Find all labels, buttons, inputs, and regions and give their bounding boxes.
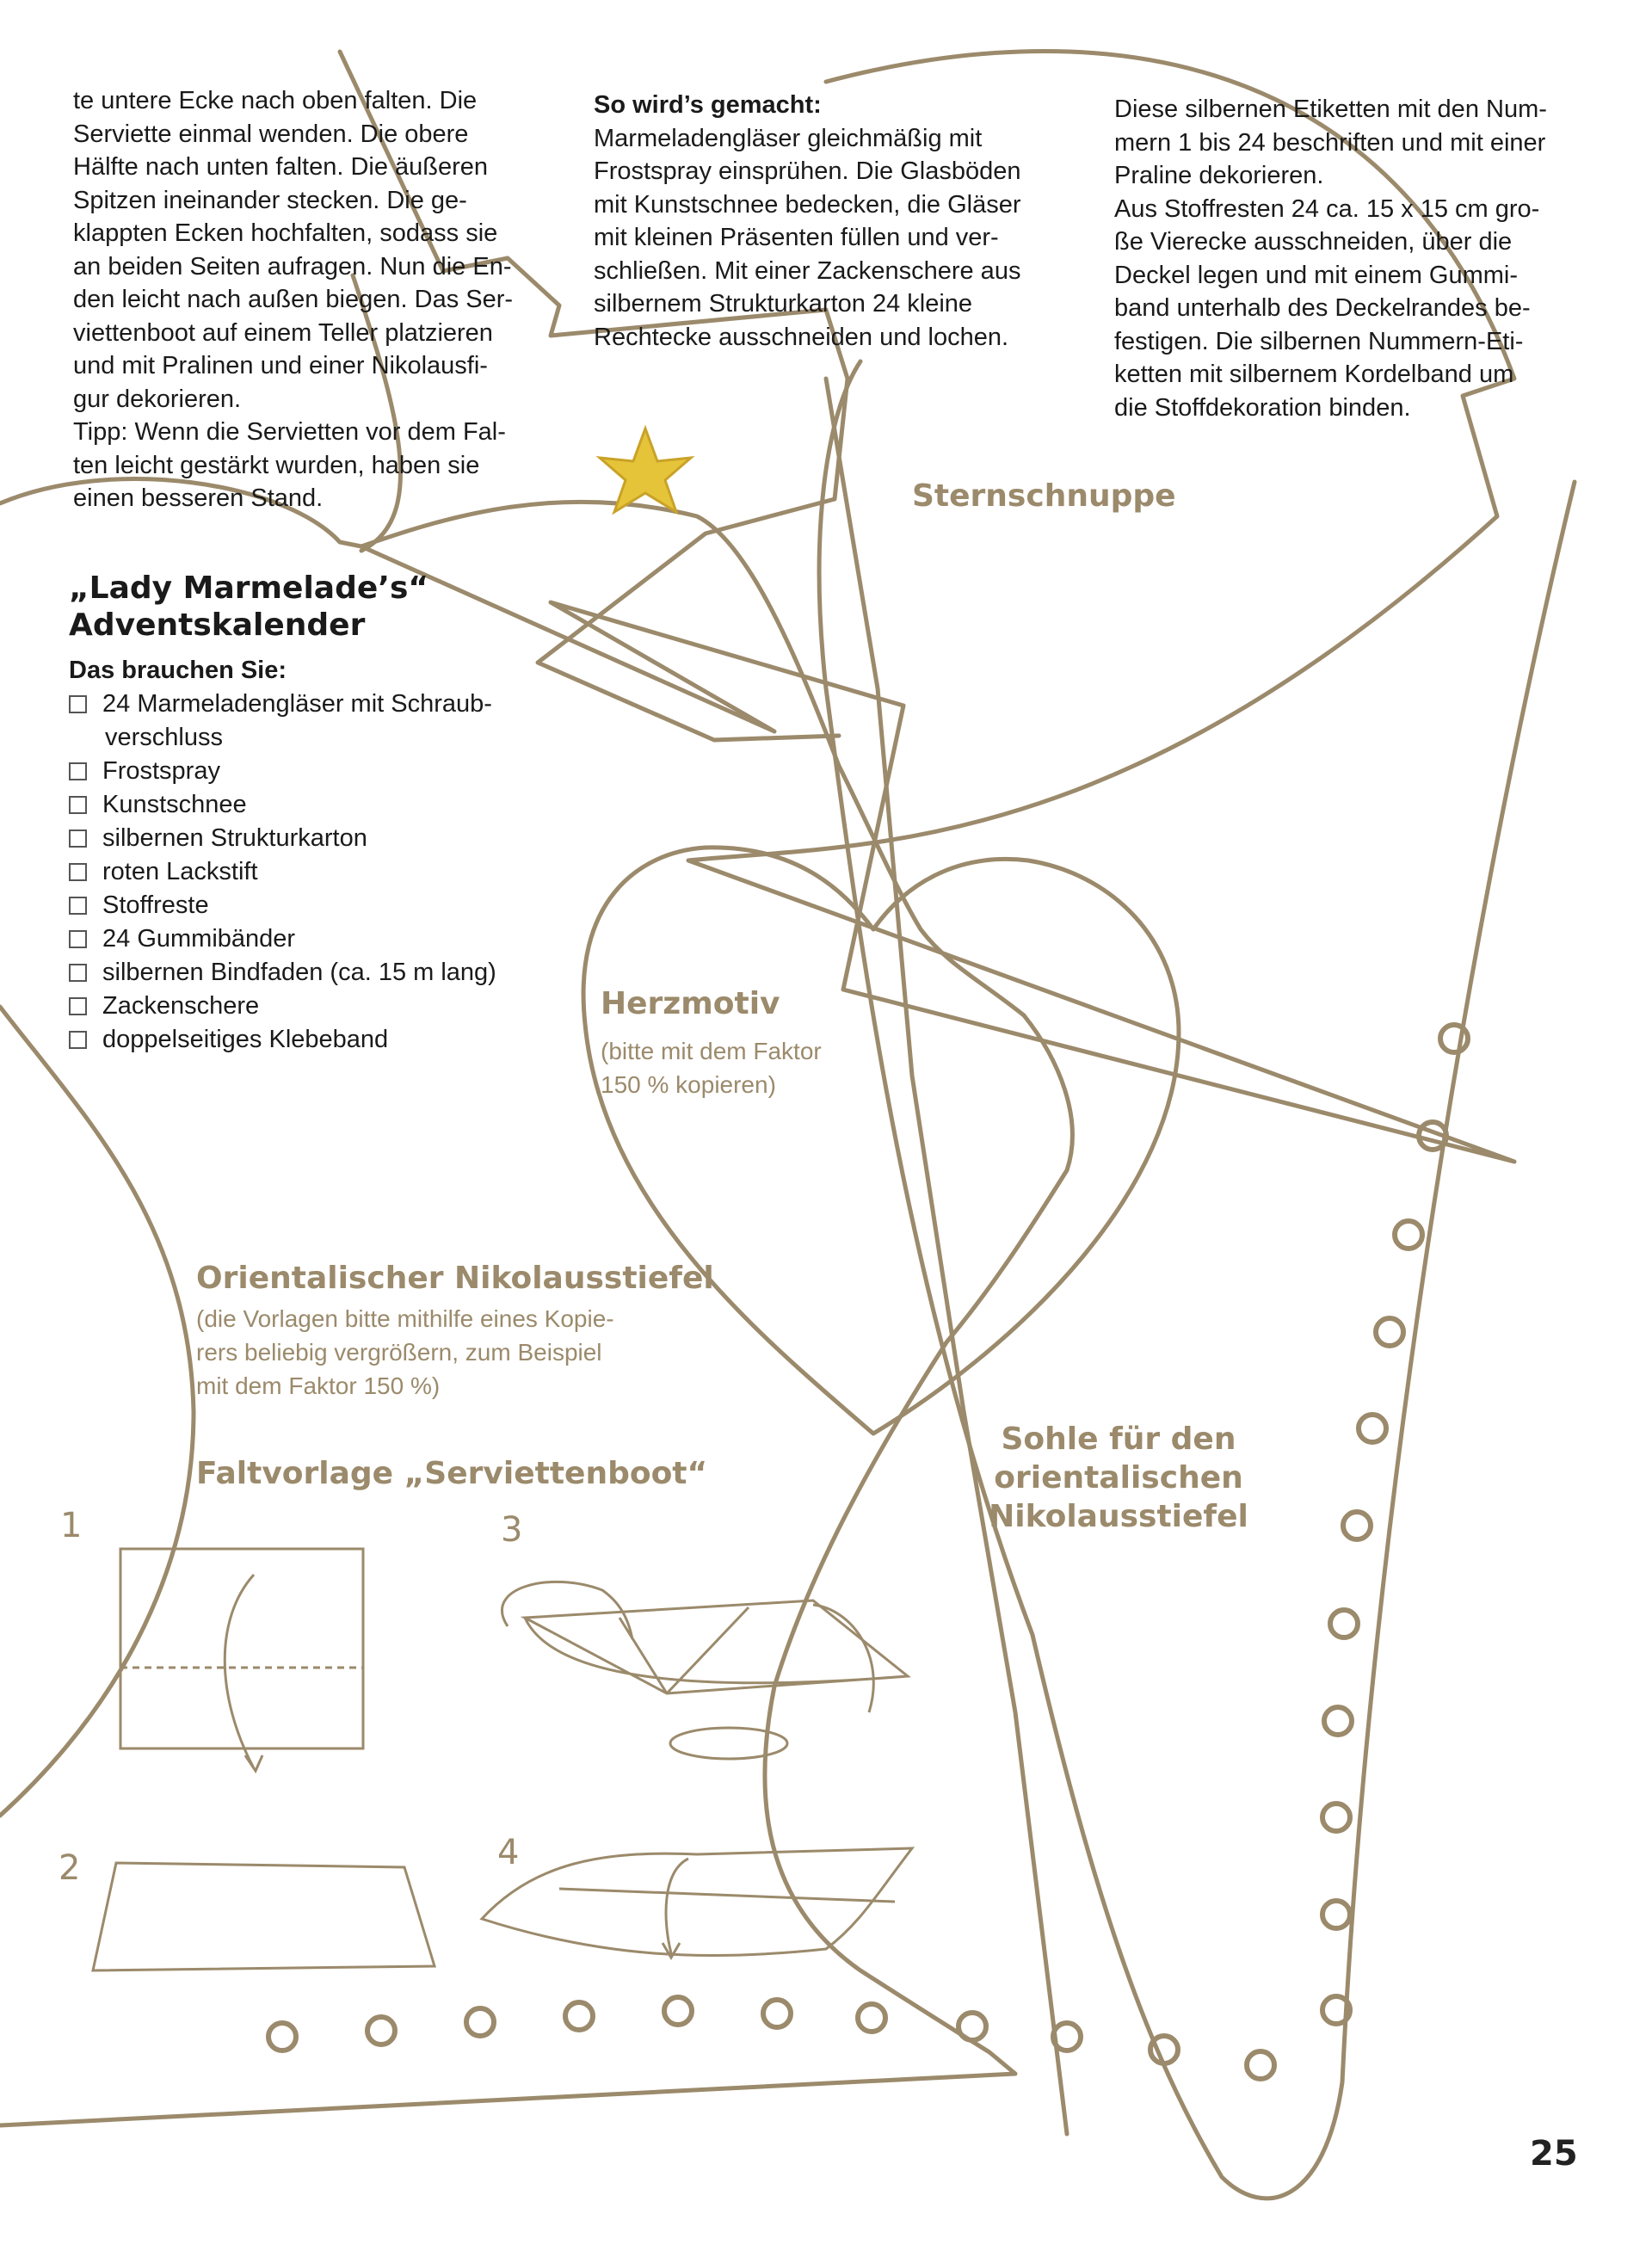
checkbox[interactable] [69, 964, 87, 982]
text-line: und mit Pralinen und einer Nikolausfi- [73, 352, 488, 379]
text-line: ketten mit silbernem Kordelband um [1114, 361, 1514, 388]
list-item [69, 956, 602, 990]
fold-step2-trapezoid [93, 1863, 435, 1970]
checkbox[interactable] [69, 695, 87, 713]
herz-note-line: 150 % kopieren) [601, 1071, 776, 1098]
step-number: 3 [501, 1510, 523, 1550]
step-number: 4 [497, 1833, 520, 1872]
fold-step3-rotate [670, 1728, 787, 1759]
label-faltvorlage: Faltvorlage „Serviettenboot“ [196, 1456, 708, 1491]
item-label: Kunstschnee [102, 791, 247, 818]
fold-step3-arrow-left [502, 1582, 632, 1639]
text-line: te untere Ecke nach oben falten. Die [73, 87, 478, 114]
step-number: 1 [60, 1506, 83, 1545]
item-label: silbernen Bindfaden (ca. 15 m lang) [102, 959, 496, 986]
heart-outline [583, 848, 1179, 1434]
item-label: Frostspray [102, 757, 220, 785]
label-sohle [981, 1420, 1256, 1536]
text-line: mit kleinen Präsenten füllen und ver- [594, 224, 999, 251]
item-label: Zackenschere [102, 992, 260, 1020]
page-number: 25 [1530, 2134, 1578, 2174]
list-item [69, 755, 602, 788]
lacing-hole [1440, 1025, 1468, 1052]
lacing-hole [664, 1997, 692, 2025]
text-line: viettenboot auf einem Teller platzieren [73, 318, 493, 347]
checkbox[interactable] [69, 897, 87, 915]
lacing-hole [1330, 1610, 1358, 1637]
checkbox[interactable] [69, 829, 87, 848]
boot-left-curve [0, 1007, 194, 1816]
checkbox[interactable] [69, 997, 87, 1015]
lacing-hole [565, 2002, 593, 2030]
text-line: ße Vierecke ausschneiden, über die [1114, 228, 1513, 256]
text-line: gur dekorieren. [73, 385, 242, 413]
fold-step4-arrow [663, 1859, 688, 1958]
fold-step1-arrow [225, 1575, 262, 1771]
label-stiefel: Orientalischer Nikolausstiefel [196, 1261, 714, 1296]
checkbox[interactable] [69, 863, 87, 881]
step-number: 2 [59, 1848, 81, 1888]
sohle-line: Nikolausstiefel [989, 1499, 1248, 1534]
herz-note-line: (bitte mit dem Faktor [601, 1038, 822, 1064]
lacing-hole [268, 2023, 296, 2051]
label-sternschnuppe: Sternschnuppe [912, 478, 1176, 514]
text-line: den leicht nach außen biegen. Das Ser- [73, 286, 514, 313]
checkbox[interactable] [69, 796, 87, 814]
item-label: silbernen Strukturkarton [102, 824, 367, 852]
lady-title-line1: „Lady Marmelade’s“ [69, 570, 429, 606]
lacing-hole [1322, 1901, 1350, 1928]
text-line: ten leicht gestärkt wurden, haben sie [73, 451, 480, 479]
list-item [69, 889, 602, 922]
left-column-text [73, 84, 555, 515]
stiefel-note-line: rers beliebig vergrößern, zum Beispiel [196, 1339, 602, 1366]
fold-step3-shape [525, 1600, 908, 1693]
text-line: die Stoffdekoration binden. [1114, 393, 1411, 422]
stiefel-note [196, 1302, 614, 1403]
text-line: Frostspray einsprühen. Die Glasböden [594, 157, 1021, 185]
right-column-text [1114, 93, 1613, 424]
materials-list [69, 654, 602, 1057]
instructions-heading: So wird’s gemacht: [594, 91, 822, 119]
sole-outline [819, 361, 1575, 2199]
lacing-hole [1322, 1804, 1350, 1831]
text-line: Marmeladengläser gleichmäßig mit [594, 124, 983, 152]
lady-title [69, 570, 551, 644]
stiefel-note-line: (die Vorlagen bitte mithilfe eines Kopie- [196, 1305, 614, 1332]
text-line: Diese silbernen Etiketten mit den Num- [1114, 96, 1547, 123]
lacing-hole [763, 2000, 791, 2027]
item-label: 24 Gummibänder [102, 925, 296, 953]
text-line: mern 1 bis 24 beschriften und mit einer [1114, 128, 1546, 157]
lacing-hole [367, 2017, 395, 2044]
fold-step4-shape [482, 1848, 912, 1956]
text-line: Aus Stoffresten 24 ca. 15 x 15 cm gro- [1114, 194, 1540, 223]
lacing-hole [1247, 2051, 1274, 2079]
text-line: Serviette einmal wenden. Die obere [73, 120, 469, 148]
text-line: Spitzen ineinander stecken. Die ge- [73, 186, 467, 214]
text-line: Deckel legen und mit einem Gummi- [1114, 261, 1519, 289]
checkbox[interactable] [69, 762, 87, 780]
text-line: einen besseren Stand. [73, 484, 324, 512]
text-line: mit Kunstschnee bedecken, die Gläser [594, 190, 1021, 219]
list-item [69, 822, 602, 855]
text-line: silbernem Strukturkarton 24 kleine [594, 290, 973, 318]
list-item [69, 688, 602, 721]
lacing-hole [1395, 1221, 1422, 1249]
label-herzmotiv: Herzmotiv [601, 986, 780, 1021]
lacing-hole [1343, 1512, 1371, 1539]
lacing-hole [466, 2008, 494, 2036]
item-label: Stoffreste [102, 891, 209, 919]
text-line: schließen. Mit einer Zackenschere aus [594, 256, 1021, 285]
text-line: band unterhalb des Deckelrandes be- [1114, 294, 1531, 322]
fold-step3-arrow-right [813, 1605, 873, 1712]
lacing-hole [1359, 1415, 1386, 1442]
lacing-hole [1150, 2036, 1178, 2063]
item-label: 24 Marmeladengläser mit Schraub- [102, 690, 492, 718]
herz-note [601, 1034, 822, 1101]
checkbox[interactable] [69, 930, 87, 948]
stiefel-note-line: mit dem Faktor 150 %) [196, 1372, 441, 1399]
text-line: an beiden Seiten aufragen. Nun die En- [73, 252, 512, 281]
text-line: Rechtecke ausschneiden und lochen. [594, 323, 1009, 351]
lacing-hole [1324, 1707, 1352, 1735]
list-item [69, 922, 602, 956]
item-label-cont: verschluss [105, 724, 223, 751]
item-label: roten Lackstift [102, 858, 258, 885]
middle-column-text [594, 89, 1076, 354]
gold-star [600, 429, 691, 512]
checkbox[interactable] [69, 1031, 87, 1049]
list-item [69, 788, 602, 822]
list-item [69, 855, 602, 889]
lacing-hole [1376, 1318, 1403, 1346]
list-item [69, 990, 602, 1023]
text-line: Tipp: Wenn die Servietten vor dem Fal- [73, 418, 506, 446]
text-line: Praline dekorieren. [1114, 162, 1324, 189]
text-line: festigen. Die silbernen Nummern-Eti- [1114, 327, 1524, 355]
sohle-line: orientalischen [994, 1460, 1243, 1496]
text-line: Hälfte nach unten falten. Die äußeren [73, 153, 489, 181]
lacing-hole [858, 2004, 885, 2032]
lady-title-line2: Adventskalender [69, 607, 366, 643]
sohle-line: Sohle für den [1001, 1422, 1236, 1457]
lacing-hole [959, 2013, 986, 2040]
lacing-hole [1053, 2023, 1081, 2051]
needs-heading: Das brauchen Sie: [69, 657, 287, 684]
item-label: doppelseitiges Klebeband [102, 1026, 389, 1053]
fold-step1-square [120, 1549, 363, 1748]
list-item [69, 1023, 602, 1057]
text-line: klappten Ecken hochfalten, sodass sie [73, 219, 498, 247]
sole-inner-line [826, 379, 1067, 2134]
